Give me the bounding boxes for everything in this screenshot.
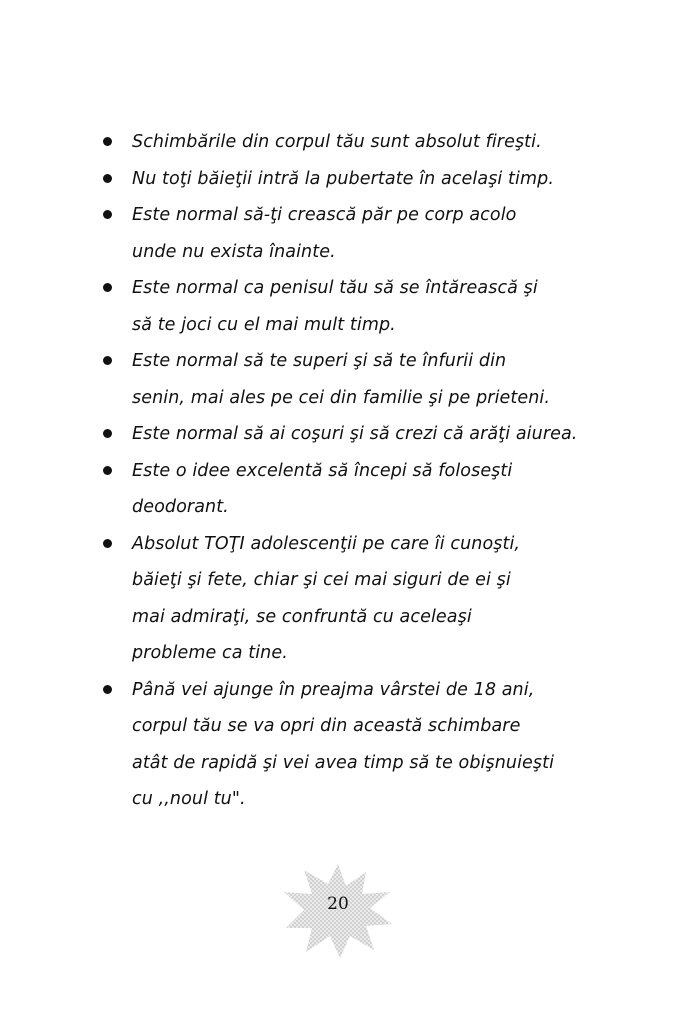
list-item-text: cu ,,noul tu". (132, 789, 246, 809)
list-item (100, 343, 580, 416)
list-item (100, 416, 580, 453)
list-item-text: deodorant. (132, 497, 229, 517)
list-item-text: senin, mai ales pe cei din familie şi pe prieteni. (132, 387, 551, 408)
list-item-text: Nu toţi băieţii intră la pubertate în acelaşi timp. (132, 168, 554, 189)
bullet-icon (103, 356, 112, 365)
page-number-badge (282, 862, 394, 958)
list-item-text: unde nu exista înainte. (132, 241, 336, 262)
bullet-icon (103, 539, 112, 548)
bullet-icon (103, 137, 112, 146)
bullet-list (100, 124, 580, 818)
list-item-text: Până vei ajunge în preajma vârstei de 18 ani, (132, 679, 535, 700)
list-item-text: atât de rapidă şi vei avea timp să te obişnuieşti (132, 752, 555, 773)
list-item-text: Este normal să te superi şi să te înfurii din (132, 351, 507, 371)
list-item (100, 161, 580, 198)
list-item (100, 453, 580, 526)
bullet-icon (103, 429, 112, 438)
list-item (100, 197, 580, 270)
bullet-icon (103, 174, 112, 183)
list-item-text: Schimbările din corpul tău sunt absolut fireşti. (132, 132, 542, 152)
list-item-text: Absolut TOŢI adolescenţii pe care îi cunoşti, (132, 533, 521, 554)
bullet-icon (103, 685, 112, 694)
list-item-text: probleme ca tine. (132, 643, 288, 663)
bullet-icon (103, 210, 112, 219)
page-number: 20 (327, 894, 349, 914)
list-item-text: corpul tău se va opri din această schimbare (132, 716, 521, 736)
list-item-text: Este normal să ai coşuri şi să crezi că arăţi aiurea. (132, 424, 578, 444)
list-item (100, 672, 580, 818)
bullet-icon (103, 466, 112, 475)
bullet-icon (103, 283, 112, 292)
list-item-text: Este normal să-ţi crească păr pe corp acolo (132, 205, 517, 225)
list-item (100, 526, 580, 672)
list-item-text: Este normal ca penisul tău să se întărească şi (132, 278, 538, 298)
list-item-text: să te joci cu el mai mult timp. (132, 314, 396, 335)
list-item (100, 124, 580, 161)
list-item-text: mai admiraţi, se confruntă cu aceleaşi (132, 606, 472, 627)
list-item (100, 270, 580, 343)
list-item-text: Este o idee excelentă să începi să foloseşti (132, 460, 513, 481)
list-item-text: băieţi şi fete, chiar şi cei mai siguri de ei şi (132, 570, 511, 590)
